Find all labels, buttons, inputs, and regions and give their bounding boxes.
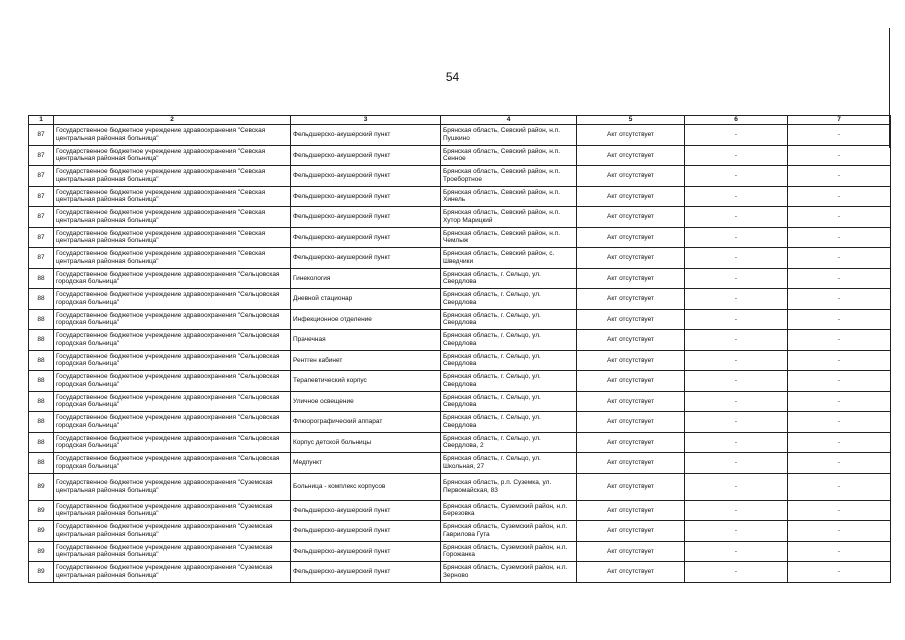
- row-number-cell: 88: [29, 289, 54, 310]
- column-7-cell: -: [788, 521, 891, 542]
- act-status-cell: Акт отсутствует: [577, 309, 685, 330]
- table-row: [29, 248, 891, 269]
- address-cell: Брянская область, г. Сельцо, ул. Школьная, 27: [441, 453, 577, 474]
- act-status-cell: Акт отсутствует: [577, 432, 685, 453]
- organization-cell: Государственное бюджетное учреждение здравоохранения "Севская центральная районная больница": [54, 145, 291, 166]
- address-cell: Брянская область, г. Сельцо, ул. Свердлова: [441, 371, 577, 392]
- column-6-cell: -: [685, 125, 788, 146]
- row-number-cell: 88: [29, 371, 54, 392]
- column-7-cell: -: [788, 166, 891, 187]
- organization-cell: Государственное бюджетное учреждение здравоохранения "Сельцовская городская больница": [54, 330, 291, 351]
- row-number-cell: 89: [29, 521, 54, 542]
- row-number-cell: 87: [29, 145, 54, 166]
- act-status-cell: Акт отсутствует: [577, 268, 685, 289]
- column-6-cell: -: [685, 521, 788, 542]
- address-cell: Брянская область, г. Сельцо, ул. Свердлова: [441, 330, 577, 351]
- table-row: [29, 309, 891, 330]
- object-name-cell: Фельдшерско-акушерский пункт: [291, 541, 441, 562]
- object-name-cell: Корпус детской больницы: [291, 432, 441, 453]
- table-row: [29, 453, 891, 474]
- registry-table: [28, 115, 891, 583]
- column-6-cell: -: [685, 500, 788, 521]
- object-name-cell: Больница - комплекс корпусов: [291, 473, 441, 500]
- table-row: [29, 145, 891, 166]
- table-row: [29, 562, 891, 583]
- organization-cell: Государственное бюджетное учреждение здравоохранения "Сельцовская городская больница": [54, 371, 291, 392]
- table-row: [29, 289, 891, 310]
- address-cell: Брянская область, Суземский район, н.п. Березовка: [441, 500, 577, 521]
- column-header: 3: [291, 116, 441, 125]
- row-number-cell: 87: [29, 227, 54, 248]
- column-7-cell: -: [788, 330, 891, 351]
- column-6-cell: -: [685, 268, 788, 289]
- organization-cell: Государственное бюджетное учреждение здравоохранения "Суземская центральная районная больница": [54, 562, 291, 583]
- organization-cell: Государственное бюджетное учреждение здравоохранения "Суземская центральная районная больница": [54, 521, 291, 542]
- act-status-cell: Акт отсутствует: [577, 391, 685, 412]
- table-row: [29, 330, 891, 351]
- object-name-cell: Флюорографический аппарат: [291, 412, 441, 433]
- row-number-cell: 88: [29, 330, 54, 351]
- act-status-cell: Акт отсутствует: [577, 350, 685, 371]
- organization-cell: Государственное бюджетное учреждение здравоохранения "Севская центральная районная больница": [54, 227, 291, 248]
- act-status-cell: Акт отсутствует: [577, 145, 685, 166]
- organization-cell: Государственное бюджетное учреждение здравоохранения "Сельцовская городская больница": [54, 268, 291, 289]
- column-6-cell: -: [685, 371, 788, 392]
- address-cell: Брянская область, г. Сельцо, ул. Свердлова: [441, 350, 577, 371]
- address-cell: Брянская область, г. Сельцо, ул. Свердлова: [441, 289, 577, 310]
- column-7-cell: -: [788, 432, 891, 453]
- table-row: [29, 207, 891, 228]
- table-row: [29, 227, 891, 248]
- organization-cell: Государственное бюджетное учреждение здравоохранения "Сельцовская городская больница": [54, 289, 291, 310]
- column-header: 5: [577, 116, 685, 125]
- address-cell: Брянская область, Севский район, н.п. Чемлыж: [441, 227, 577, 248]
- row-number-cell: 88: [29, 350, 54, 371]
- organization-cell: Государственное бюджетное учреждение здравоохранения "Севская центральная районная больница": [54, 248, 291, 269]
- act-status-cell: Акт отсутствует: [577, 227, 685, 248]
- act-status-cell: Акт отсутствует: [577, 166, 685, 187]
- act-status-cell: Акт отсутствует: [577, 207, 685, 228]
- address-cell: Брянская область, Суземский район, н.п. Горожанка: [441, 541, 577, 562]
- column-7-cell: -: [788, 541, 891, 562]
- object-name-cell: Фельдшерско-акушерский пункт: [291, 125, 441, 146]
- table-row: [29, 371, 891, 392]
- column-7-cell: -: [788, 248, 891, 269]
- table-header-row: [29, 116, 891, 125]
- object-name-cell: Фельдшерско-акушерский пункт: [291, 145, 441, 166]
- address-cell: Брянская область, Севский район, н.п. Хутор Марицкий: [441, 207, 577, 228]
- act-status-cell: Акт отсутствует: [577, 500, 685, 521]
- organization-cell: Государственное бюджетное учреждение здравоохранения "Суземская центральная районная больница": [54, 473, 291, 500]
- column-6-cell: -: [685, 412, 788, 433]
- column-7-cell: -: [788, 145, 891, 166]
- column-6-cell: -: [685, 473, 788, 500]
- act-status-cell: Акт отсутствует: [577, 248, 685, 269]
- column-7-cell: -: [788, 412, 891, 433]
- act-status-cell: Акт отсутствует: [577, 289, 685, 310]
- row-number-cell: 87: [29, 125, 54, 146]
- address-cell: Брянская область, Севский район, с. Шведчики: [441, 248, 577, 269]
- object-name-cell: Фельдшерско-акушерский пункт: [291, 166, 441, 187]
- column-header: 7: [788, 116, 891, 125]
- organization-cell: Государственное бюджетное учреждение здравоохранения "Сельцовская городская больница": [54, 309, 291, 330]
- act-status-cell: Акт отсутствует: [577, 371, 685, 392]
- object-name-cell: Фельдшерско-акушерский пункт: [291, 186, 441, 207]
- column-7-cell: -: [788, 473, 891, 500]
- table-row: [29, 391, 891, 412]
- object-name-cell: Медпункт: [291, 453, 441, 474]
- column-7-cell: -: [788, 562, 891, 583]
- column-7-cell: -: [788, 207, 891, 228]
- row-number-cell: 89: [29, 473, 54, 500]
- column-6-cell: -: [685, 541, 788, 562]
- table-row: [29, 186, 891, 207]
- row-number-cell: 87: [29, 248, 54, 269]
- table-row: [29, 500, 891, 521]
- row-number-cell: 88: [29, 309, 54, 330]
- act-status-cell: Акт отсутствует: [577, 562, 685, 583]
- object-name-cell: Гинекология: [291, 268, 441, 289]
- organization-cell: Государственное бюджетное учреждение здравоохранения "Сельцовская городская больница": [54, 350, 291, 371]
- row-number-cell: 88: [29, 412, 54, 433]
- column-7-cell: -: [788, 371, 891, 392]
- act-status-cell: Акт отсутствует: [577, 541, 685, 562]
- column-header: 6: [685, 116, 788, 125]
- table-row: [29, 350, 891, 371]
- table-row: [29, 473, 891, 500]
- object-name-cell: Фельдшерско-акушерский пункт: [291, 227, 441, 248]
- object-name-cell: Фельдшерско-акушерский пункт: [291, 248, 441, 269]
- object-name-cell: Фельдшерско-акушерский пункт: [291, 521, 441, 542]
- organization-cell: Государственное бюджетное учреждение здравоохранения "Севская центральная районная больница": [54, 207, 291, 228]
- organization-cell: Государственное бюджетное учреждение здравоохранения "Севская центральная районная больница": [54, 125, 291, 146]
- row-number-cell: 87: [29, 186, 54, 207]
- row-number-cell: 88: [29, 391, 54, 412]
- act-status-cell: Акт отсутствует: [577, 125, 685, 146]
- column-7-cell: -: [788, 500, 891, 521]
- column-header: 2: [54, 116, 291, 125]
- object-name-cell: Прачечная: [291, 330, 441, 351]
- table-row: [29, 166, 891, 187]
- row-number-cell: 88: [29, 453, 54, 474]
- act-status-cell: Акт отсутствует: [577, 473, 685, 500]
- column-7-cell: -: [788, 350, 891, 371]
- address-cell: Брянская область, г. Сельцо, ул. Свердлова: [441, 309, 577, 330]
- column-7-cell: -: [788, 125, 891, 146]
- organization-cell: Государственное бюджетное учреждение здравоохранения "Сельцовская городская больница": [54, 412, 291, 433]
- object-name-cell: Дневной стационар: [291, 289, 441, 310]
- table-row: [29, 412, 891, 433]
- table-row: [29, 125, 891, 146]
- column-6-cell: -: [685, 350, 788, 371]
- row-number-cell: 89: [29, 500, 54, 521]
- column-6-cell: -: [685, 432, 788, 453]
- column-header: 1: [29, 116, 54, 125]
- column-7-cell: -: [788, 391, 891, 412]
- column-6-cell: -: [685, 391, 788, 412]
- address-cell: Брянская область, г. Сельцо, ул. Свердлова: [441, 391, 577, 412]
- object-name-cell: Инфекционное отделение: [291, 309, 441, 330]
- object-name-cell: Уличное освещение: [291, 391, 441, 412]
- address-cell: Брянская область, Севский район, н.п. Пушкино: [441, 125, 577, 146]
- organization-cell: Государственное бюджетное учреждение здравоохранения "Суземская центральная районная больница": [54, 500, 291, 521]
- column-6-cell: -: [685, 207, 788, 228]
- act-status-cell: Акт отсутствует: [577, 330, 685, 351]
- row-number-cell: 89: [29, 541, 54, 562]
- table-row: [29, 521, 891, 542]
- column-7-cell: -: [788, 268, 891, 289]
- object-name-cell: Рентген кабинет: [291, 350, 441, 371]
- organization-cell: Государственное бюджетное учреждение здравоохранения "Сельцовская городская больница": [54, 453, 291, 474]
- address-cell: Брянская область, г. Сельцо, ул. Свердлова: [441, 412, 577, 433]
- table-body: [29, 125, 891, 583]
- organization-cell: Государственное бюджетное учреждение здравоохранения "Суземская центральная районная больница": [54, 541, 291, 562]
- column-7-cell: -: [788, 227, 891, 248]
- column-7-cell: -: [788, 186, 891, 207]
- column-7-cell: -: [788, 453, 891, 474]
- address-cell: Брянская область, Севский район, н.п. Сенное: [441, 145, 577, 166]
- address-cell: Брянская область, Севский район, н.п. Хинель: [441, 186, 577, 207]
- object-name-cell: Фельдшерско-акушерский пункт: [291, 207, 441, 228]
- column-6-cell: -: [685, 145, 788, 166]
- column-6-cell: -: [685, 166, 788, 187]
- organization-cell: Государственное бюджетное учреждение здравоохранения "Севская центральная районная больница": [54, 166, 291, 187]
- table-row: [29, 541, 891, 562]
- address-cell: Брянская область, г. Сельцо, ул. Свердлова, 2: [441, 432, 577, 453]
- page-number: 54: [445, 70, 460, 84]
- address-cell: Брянская область, Севский район, н.п. Троебортное: [441, 166, 577, 187]
- row-number-cell: 88: [29, 268, 54, 289]
- address-cell: Брянская область, р.п. Суземка, ул. Первомайская, 83: [441, 473, 577, 500]
- object-name-cell: Терапевтический корпус: [291, 371, 441, 392]
- object-name-cell: Фельдшерско-акушерский пункт: [291, 500, 441, 521]
- column-6-cell: -: [685, 330, 788, 351]
- table-row: [29, 268, 891, 289]
- column-6-cell: -: [685, 186, 788, 207]
- column-7-cell: -: [788, 289, 891, 310]
- column-7-cell: -: [788, 309, 891, 330]
- act-status-cell: Акт отсутствует: [577, 186, 685, 207]
- row-number-cell: 88: [29, 432, 54, 453]
- column-6-cell: -: [685, 289, 788, 310]
- object-name-cell: Фельдшерско-акушерский пункт: [291, 562, 441, 583]
- address-cell: Брянская область, Суземский район, н.п. Гаврилова Гута: [441, 521, 577, 542]
- column-6-cell: -: [685, 453, 788, 474]
- column-header: 4: [441, 116, 577, 125]
- table-row: [29, 432, 891, 453]
- row-number-cell: 87: [29, 166, 54, 187]
- row-number-cell: 89: [29, 562, 54, 583]
- act-status-cell: Акт отсутствует: [577, 453, 685, 474]
- row-number-cell: 87: [29, 207, 54, 228]
- organization-cell: Государственное бюджетное учреждение здравоохранения "Сельцовская городская больница": [54, 391, 291, 412]
- organization-cell: Государственное бюджетное учреждение здравоохранения "Севская центральная районная больница": [54, 186, 291, 207]
- column-6-cell: -: [685, 227, 788, 248]
- address-cell: Брянская область, Суземский район, н.п. Зерново: [441, 562, 577, 583]
- address-cell: Брянская область, г. Сельцо, ул. Свердлова: [441, 268, 577, 289]
- act-status-cell: Акт отсутствует: [577, 521, 685, 542]
- column-6-cell: -: [685, 309, 788, 330]
- act-status-cell: Акт отсутствует: [577, 412, 685, 433]
- organization-cell: Государственное бюджетное учреждение здравоохранения "Сельцовская городская больница": [54, 432, 291, 453]
- column-6-cell: -: [685, 562, 788, 583]
- column-6-cell: -: [685, 248, 788, 269]
